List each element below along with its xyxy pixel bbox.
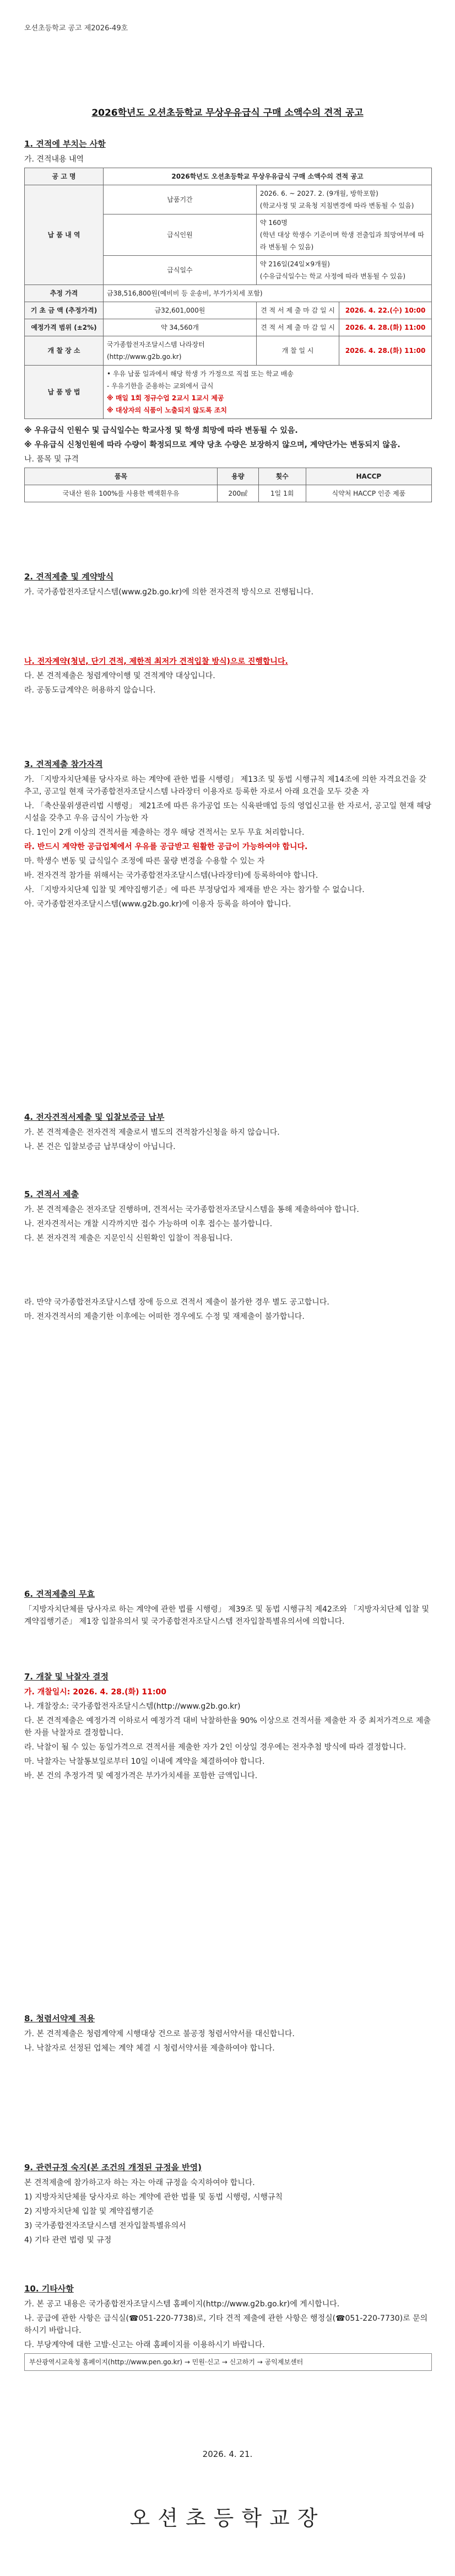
section-8-item-1: 가. 본 견적제출은 청렴계약제 시행대상 건으로 불공정 청렴서약서를 대신합니다. (24, 2030, 295, 2038)
section-10-item-1: 가. 본 공고 내용은 국가종합전자조달시스템 홈페이지(http://www.g2b.go.kr)에 게시합니다. (24, 2300, 340, 2309)
delivery-method-3: ※ 매일 1회 정규수업 2교시 1교시 제공 (107, 394, 224, 402)
delivery-method-1: • 우유 납품 일과에서 해당 학생 가 가정으로 직접 또는 학교 배송 (107, 370, 294, 378)
item-header-haccp: HACCP (306, 468, 431, 485)
section-2 (24, 571, 432, 699)
section-5-item-2: 나. 전자견적서는 개찰 시각까지만 접수 가능하며 이후 접수는 불가합니다. (24, 1220, 273, 1228)
period-cell (256, 185, 431, 214)
quantity-note: (학년 대상 학생수 기준이며 학생 전출입과 희망여부에 따라 변동될 수 있음) (259, 231, 424, 251)
budget-label: 추정 가격 (25, 285, 104, 302)
section-9-item-4: 3) 국가종합전자조달시스템 전자입찰특별유의서 (24, 2221, 186, 2230)
section-1-sub: 가. 견적내용 내역 (24, 155, 84, 164)
item-header-freq: 횟수 (258, 468, 306, 485)
open-place-value: 국가종합전자조달시스템 나라장터(http://www.g2b.go.kr) (104, 336, 257, 366)
section-8 (24, 2012, 432, 2057)
section-7-item-6: 바. 본 건의 추정가격 및 예정가격은 부가가치세를 포함한 금액입니다. (24, 1772, 258, 1780)
section-5-heading: 5. 견적서 제출 (24, 1189, 79, 1199)
section-3-item-6: 바. 전자견적 참가를 위해서는 국가종합전자조달시스템(나라장터)에 등록하여야 합니다. (24, 871, 318, 880)
section-10-item-2: 나. 공급에 관한 사항은 급식실(☎051-220-7738)로, 기타 견적 제출에 관한 사항은 행정실(☎051-220-7730)로 문의하시기 바랍니다. (24, 2314, 428, 2335)
section-2-line-1: 가. 국가종합전자조달시스템(www.g2b.go.kr)에 의한 전자견적 방식으로 진행됩니다. (24, 588, 313, 597)
section-7-heading: 7. 개찰 및 낙찰자 결정 (24, 1672, 109, 1682)
section-9-item-1: 본 견적제출에 참가하고자 하는 자는 아래 규정을 숙지하여야 합니다. (24, 2178, 255, 2187)
notice-date: 2026. 4. 21. (202, 2449, 253, 2459)
price-range-value: 약 34,560개 (104, 319, 257, 336)
section-5-item-1: 가. 본 견적제출은 전자조달 진행하며, 견적서는 국가종합전자조달시스템을 통해 제출하여야 합니다. (24, 1205, 359, 1214)
price-range-label: 예정가격 범위 (±2%) (25, 319, 104, 336)
section-1 (24, 138, 432, 502)
section-4-heading: 4. 전자견적서제출 및 입찰보증금 납부 (24, 1112, 165, 1122)
section-3-item-5: 마. 학생수 변동 및 급식일수 조정에 따른 물량 변경을 수용할 수 있는 자 (24, 857, 265, 866)
section-7-item-4: 라. 낙찰이 될 수 있는 동일가격으로 견적서를 제출한 자가 2인 이상일 경우에는 전자추첨 방식에 따라 결정합니다. (24, 1743, 407, 1752)
section-3-heading: 3. 견적제출 참가자격 (24, 759, 103, 769)
section-7-item-2: 나. 개찰장소: 국가종합전자조달시스템(http://www.g2b.go.kr) (24, 1702, 241, 1711)
notice-name-value: 2026학년도 오션초등학교 무상우유급식 구매 소액수의 견적 공고 (104, 168, 432, 185)
section-8-heading: 8. 청렴서약제 적용 (24, 2014, 95, 2024)
notice-number: 오션초등학교 공고 제2026-49호 (24, 24, 128, 33)
period-value: 2026. 6. ~ 2027. 2. (9개월, 방학포함) (259, 190, 378, 197)
report-link-box: 부산광역시교육청 홈페이지(http://www.pen.go.kr) → 민원·신고 → 신고하기 → 공익제보센터 (24, 2353, 432, 2371)
section-7-item-3: 다. 본 견적제출은 예정가격 이하로서 예정가격 대비 낙찰하한율 90% 이상으로 견적서를 제출한 자 중 최저가격으로 제출한 자를 낙찰자로 결정합니다. (24, 1716, 431, 1737)
section-3-item-3: 다. 1인이 2개 이상의 견적서를 제출하는 경우 해당 견적서는 모두 무효 처리합니다. (24, 828, 305, 837)
quantity-cell (256, 214, 431, 256)
days-cell (256, 256, 431, 285)
submit-deadline-value: 2026. 4. 22.(수) 10:00 (339, 302, 432, 319)
section-10 (24, 2283, 432, 2371)
item-header-volume: 용량 (218, 468, 259, 485)
section-1-heading: 1. 견적에 부치는 사항 (24, 139, 106, 149)
section-9-heading: 9. 관련규정 숙지(본 조건의 개정된 규정을 반영) (24, 2162, 202, 2172)
days-label: 급식일수 (104, 256, 257, 285)
section-8-item-2: 나. 낙찰자로 선정된 업체는 계약 체결 시 청렴서약서를 제출하여야 합니다. (24, 2044, 275, 2053)
section-2-line-3: 다. 본 견적제출은 청렴계약이행 및 견적계약 대상입니다. (24, 672, 215, 680)
item-name: 국내산 원유 100%를 사용한 백색흰우유 (25, 485, 218, 502)
notice-name-label: 공 고 명 (25, 168, 104, 185)
section-9-item-3: 2) 지방자치단체 입찰 및 계약집행기준 (24, 2207, 154, 2216)
item-volume: 200㎖ (218, 485, 259, 502)
section-5-item-3: 다. 본 전자견적 제출은 지문인식 신원확인 입찰이 적용됩니다. (24, 1234, 233, 1243)
quantity-label: 급식인원 (104, 214, 257, 256)
section-3-item-8: 아. 국가종합전자조달시스템(www.g2b.go.kr)에 이용자 등록을 하여야 합니다. (24, 900, 291, 909)
section-2-heading: 2. 견적제출 및 계약방식 (24, 572, 114, 582)
days-note: (수유급식일수는 학교 사정에 따라 변동될 수 있음) (259, 272, 405, 280)
delivery-group-label: 납 품 내 역 (25, 185, 104, 285)
open-time-value: 2026. 4. 28.(화) 11:00 (339, 336, 432, 366)
delivery-method-2: - 우유기한을 준용하는 교외에서 급식 (107, 382, 214, 390)
section-6-heading: 6. 견적제출의 무효 (24, 1589, 95, 1599)
period-label: 납품기간 (104, 185, 257, 214)
days-value: 약 216일(24일×9개월) (259, 260, 330, 268)
note-1: ※ 우유급식 인원수 및 급식일수는 학교사정 및 학생 희망에 따라 변동될 수 있음. (24, 426, 298, 435)
submit-deadline-label: 견 적 서 제 출 마 감 일 시 (256, 302, 339, 319)
quantity-value: 약 160명 (259, 219, 288, 227)
section-2-line-4: 라. 공동도급계약은 허용하지 않습니다. (24, 686, 156, 695)
document-title: 2026학년도 오션초등학교 무상우유급식 구매 소액수의 견적 공고 (91, 108, 364, 119)
bid-info-table (24, 168, 432, 419)
section-3 (24, 758, 432, 913)
section-4 (24, 1111, 432, 1155)
section-3-item-7: 사. 「지방자치단체 입찰 및 계약집행기준」에 따른 부정당업자 제재를 받은 자는 참가할 수 없습니다. (24, 886, 365, 894)
delivery-method-4: ※ 대상자의 식품이 노출되지 않도록 조치 (107, 406, 228, 414)
section-9 (24, 2161, 432, 2248)
section-3-item-4: 라. 반드시 계약한 공급업체에서 우유를 공급받고 원활한 공급이 가능하여야 합니다. (24, 842, 308, 851)
period-note: (학교사정 및 교육청 지침변경에 따라 변동될 수 있음) (259, 202, 414, 210)
section-6-item-1: 「지방자치단체를 당사자로 하는 계약에 관한 법률 시행령」 제39조 및 동법 시행규칙 제42조와 「지방자치단체 입찰 및 계약집행기준」 제1장 입찰유의서 및 국가종합전자조달시스템 전자입찰특별유의서에 의합니다. (24, 1605, 429, 1626)
section-3-item-1: 가. 「지방자치단체를 당사자로 하는 계약에 관한 법률 시행령」 제13조 및 동법 시행규칙 제14조에 의한 자격요건을 갖추고, 공고일 현재 국가종합전자조달시스템 나라장터 이용자로 등록한 자로서 아래 요건을 모두 갖춘 자 (24, 775, 426, 796)
section-5-item-5: 마. 전자견적서의 제출기한 이후에는 어떠한 경우에도 수정 및 재제출이 불가합니다. (24, 1312, 305, 1321)
section-7-item-5: 마. 낙찰자는 낙찰통보일로부터 10일 이내에 계약을 체결하여야 합니다. (24, 1757, 265, 1766)
section-4-item-2: 나. 본 건은 입찰보증금 납부대상이 아닙니다. (24, 1142, 176, 1151)
item-table (24, 468, 432, 502)
section-4-item-1: 가. 본 견적제출은 전자견적 제출로서 별도의 견적참가신청을 하지 않습니다. (24, 1128, 280, 1137)
base-amount-value: 금32,601,000원 (104, 302, 257, 319)
note-2: ※ 우유급식 신청인원에 따라 수량이 확정되므로 계약 당초 수량은 보장하지 않으며, 계약단가는 변동되지 않음. (24, 441, 400, 449)
section-10-item-3: 다. 부당계약에 대한 고발·신고는 아래 홈페이지를 이용하시기 바랍니다. (24, 2341, 265, 2349)
delivery-method-cell (104, 366, 432, 419)
section-10-heading: 10. 기타사항 (24, 2284, 74, 2294)
open-time-label: 개 찰 일 시 (256, 336, 339, 366)
section-9-item-2: 1) 지방자치단체를 당사자로 하는 계약에 관한 법률 및 동법 시행령, 시행규칙 (24, 2193, 283, 2202)
signer-name: 오션초등학교장 (129, 2506, 326, 2530)
budget-value: 금38,516,800원(예비비 등 운송비, 부가가치세 포함) (104, 285, 432, 302)
item-heading: 나. 품목 및 규격 (24, 455, 79, 464)
item-header-name: 품목 (25, 468, 218, 485)
base-amount-label: 기 초 금 액 (추정가격) (25, 302, 104, 319)
section-7-item-1: 가. 개찰일시: 2026. 4. 28.(화) 11:00 (24, 1688, 166, 1697)
section-5-item-4: 라. 만약 국가종합전자조달시스템 장애 등으로 견적서 제출이 불가한 경우 별도 공고합니다. (24, 1298, 329, 1307)
delivery-method-label: 납 품 방 법 (25, 366, 104, 419)
submit-deadline2-value: 2026. 4. 28.(화) 11:00 (339, 319, 432, 336)
submit-deadline2-label: 견 적 서 제 출 마 감 일 시 (256, 319, 339, 336)
section-2-line-2: 나. 전자계약(청년, 단기 견적, 제한적 최저가 견적입찰 방식)으로 진행합니다. (24, 657, 288, 666)
section-7 (24, 1671, 432, 1784)
section-9-item-5: 4) 기타 관련 법령 및 규정 (24, 2236, 112, 2245)
section-5 (24, 1188, 432, 1325)
section-3-item-2: 나. 「축산물위생관리법 시행령」 제21조에 따른 유가공업 또는 식육판매업 등의 영업신고를 한 자로서, 공고일 현재 해당 시설을 갖추고 우유 급식이 가능한 자 (24, 802, 432, 823)
open-place-label: 개 찰 장 소 (25, 336, 104, 366)
item-freq: 1일 1회 (258, 485, 306, 502)
section-6 (24, 1588, 432, 1630)
item-haccp: 식약처 HACCP 인증 제품 (306, 485, 431, 502)
